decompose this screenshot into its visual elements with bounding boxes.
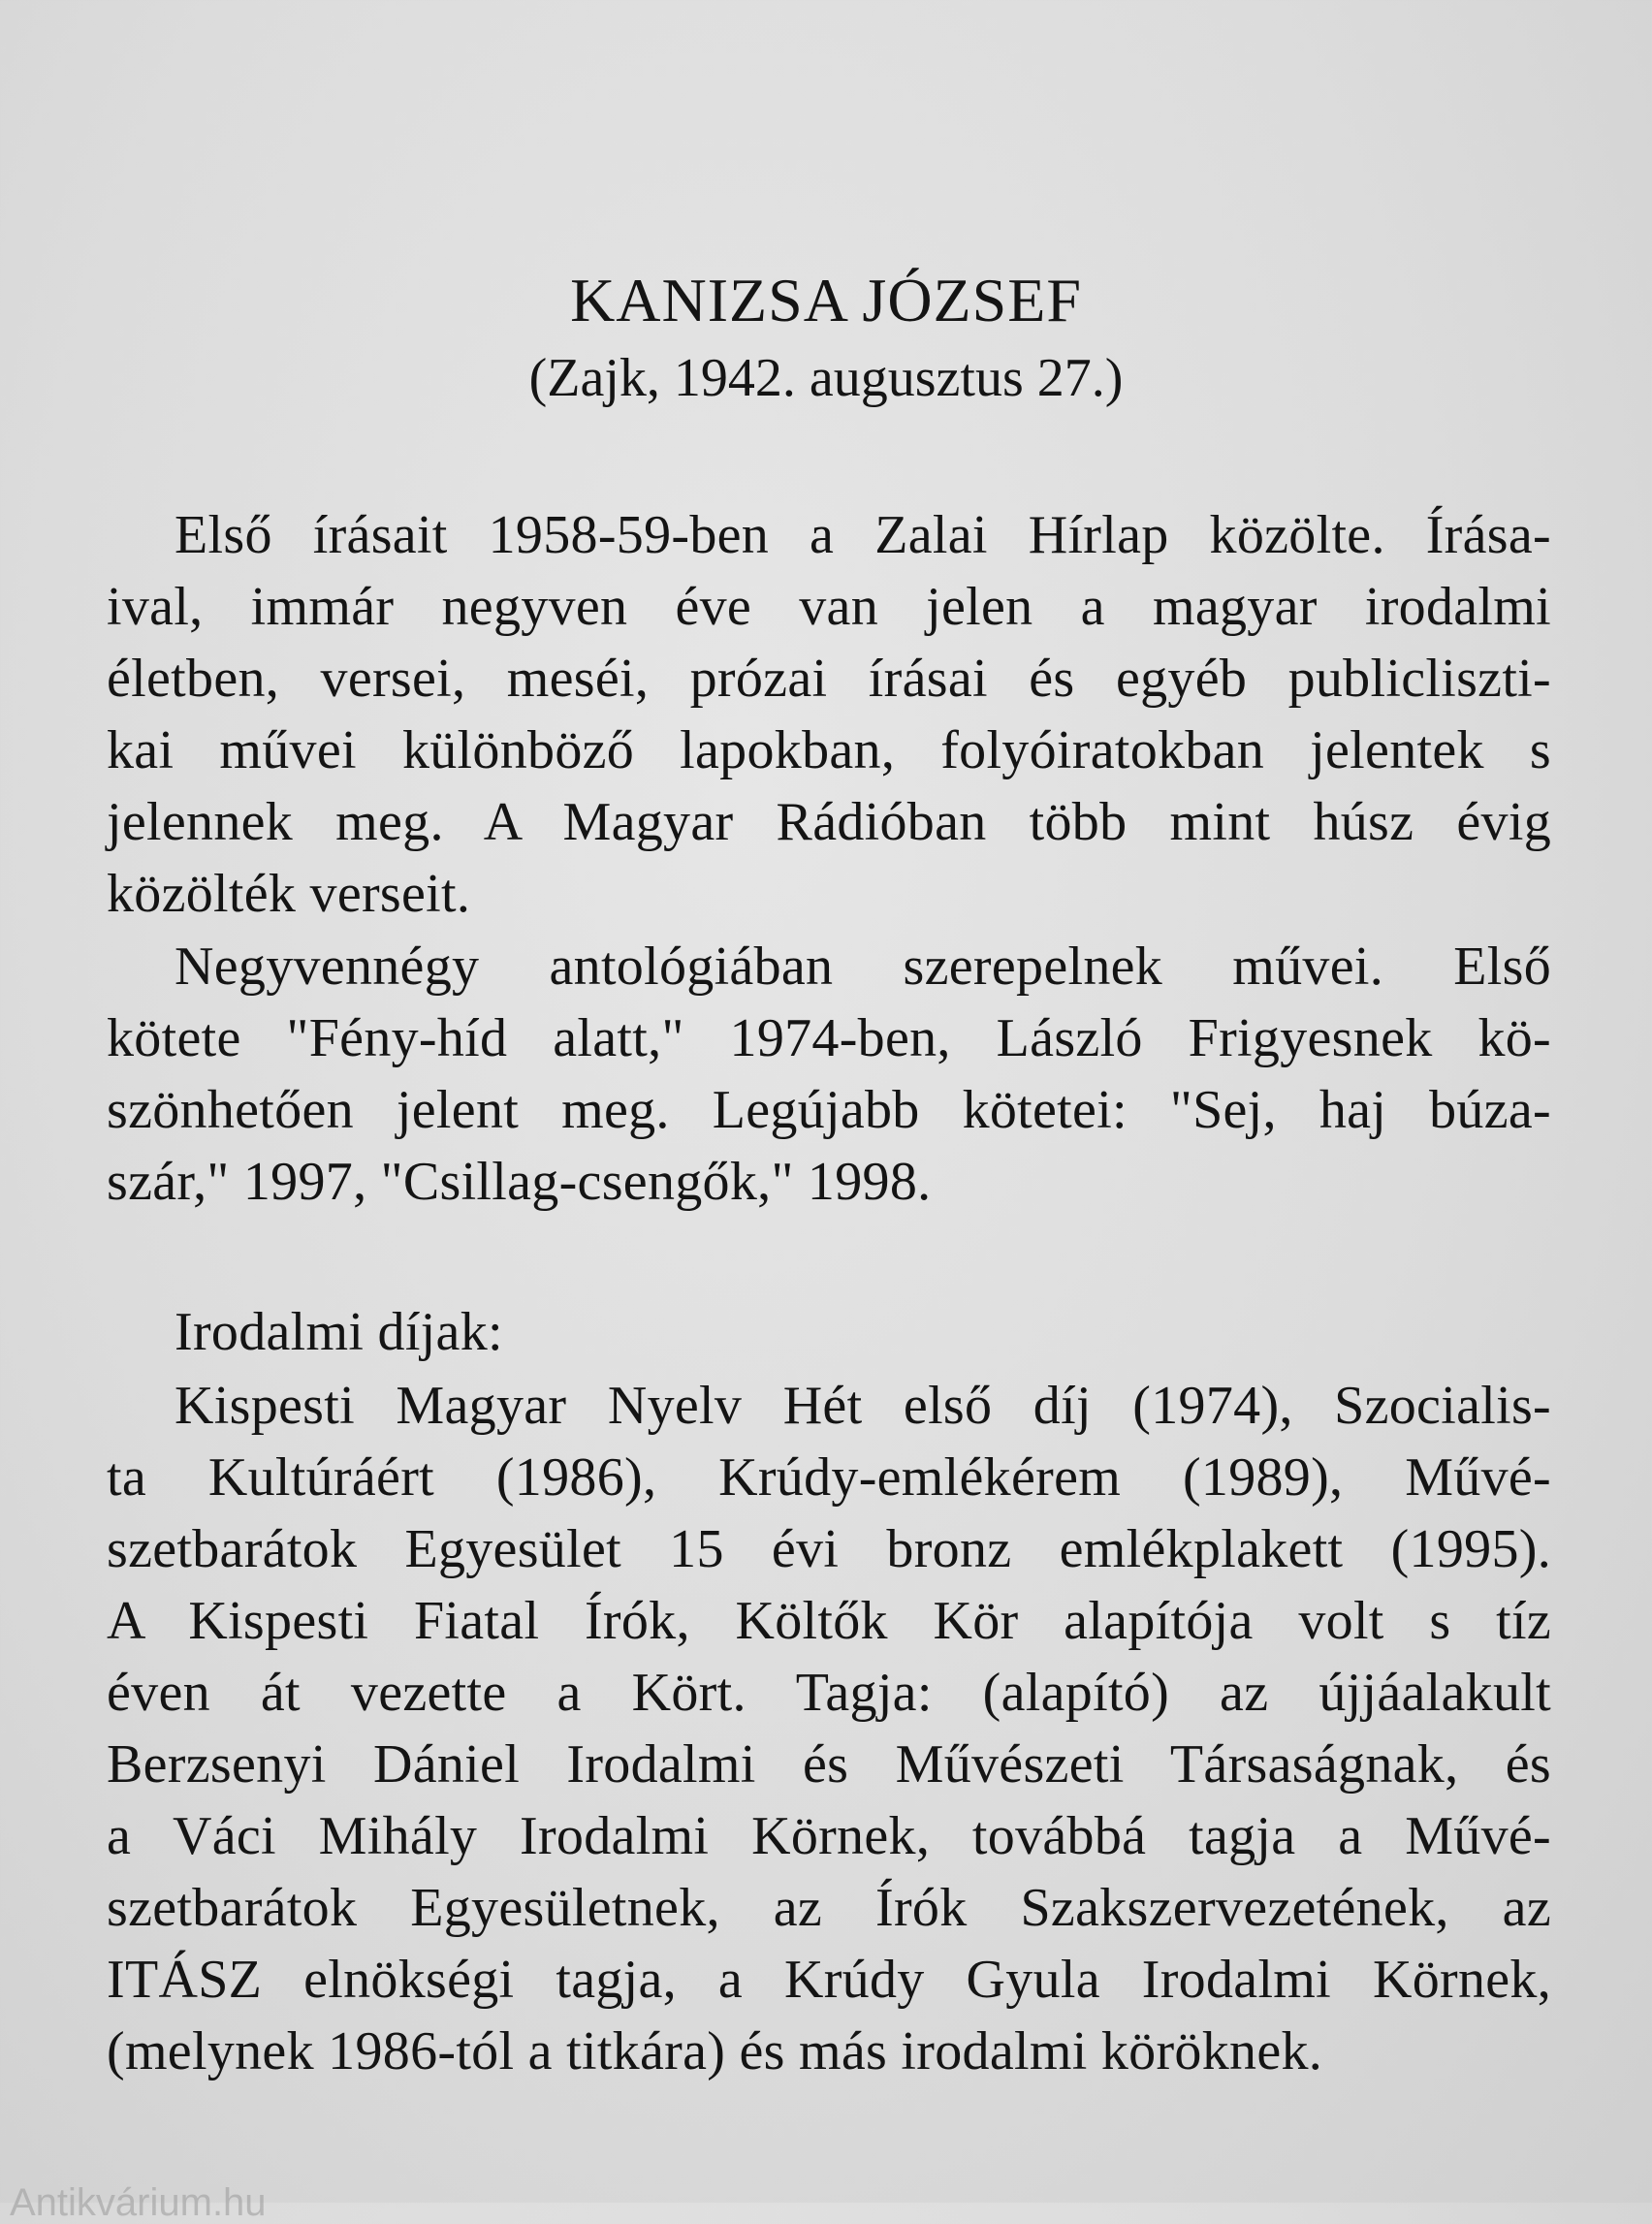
awards-heading [107,1296,1551,1368]
text-line: ITÁSZ elnökségi tagja, a Krúdy Gyula Irodalmi Körnek, [107,1950,1551,2010]
text-line: jelennek meg. A Magyar Rádióban több mint húsz évig [107,792,1551,852]
page-heading [0,262,1652,417]
text-line: Első írásait 1958-59-ben a Zalai Hírlap közölte. Írása- [175,505,1551,565]
paragraph-first-writings [107,499,1551,930]
text-line: szetbarátok Egyesület 15 évi bronz emlékplakett (1995). [107,1519,1551,1579]
watermark: Antikvárium.hu [10,2181,267,2224]
text-line: szönhetően jelent meg. Legújabb kötetei: "Sej, haj búza- [107,1080,1551,1140]
text-line: ival, immár negyven éve van jelen a magyar irodalmi [107,577,1551,637]
text-line: ta Kultúráért (1986), Krúdy-emlékérem (1989), Művé- [107,1447,1551,1508]
text-line: életben, versei, meséi, prózai írásai és egyéb publicliszti- [107,649,1551,709]
text-line: a Váci Mihály Irodalmi Körnek, továbbá tagja a Művé- [107,1806,1551,1866]
text-line: éven át vezette a Kört. Tagja: (alapító) az újjáalakult [107,1663,1551,1723]
text-line: Negyvennégy antológiában szerepelnek művei. Első [175,937,1551,997]
text-line: kötete "Fény-híd alatt," 1974-ben, László Frigyesnek kö- [107,1008,1551,1068]
paragraph-anthologies [107,931,1551,1218]
text-line: Berzsenyi Dániel Irodalmi és Művészeti Társaságnak, és [107,1734,1551,1795]
text-line: kai művei különböző lapokban, folyóiratokban jelentek s [107,720,1551,780]
text-line: Kispesti Magyar Nyelv Hét első díj (1974), Szocialis- [175,1376,1551,1436]
paragraph-awards [107,1370,1551,2087]
text-line: A Kispesti Fiatal Írók, Költők Kör alapítója volt s tíz [107,1591,1551,1651]
awards-heading-text: Irodalmi díjak: [175,1302,503,1362]
text-line: szetbarátok Egyesületnek, az Írók Szakszervezetének, az [107,1878,1551,1938]
page-title: KANIZSA JÓZSEF [570,266,1082,334]
text-line: szár," 1997, "Csillag-csengők," 1998. [107,1152,932,1212]
text-line: közölték verseit. [107,864,471,924]
page-subtitle: (Zajk, 1942. augusztus 27.) [528,348,1124,408]
text-line: (melynek 1986-tól a titkára) és más irodalmi köröknek. [107,2021,1323,2081]
